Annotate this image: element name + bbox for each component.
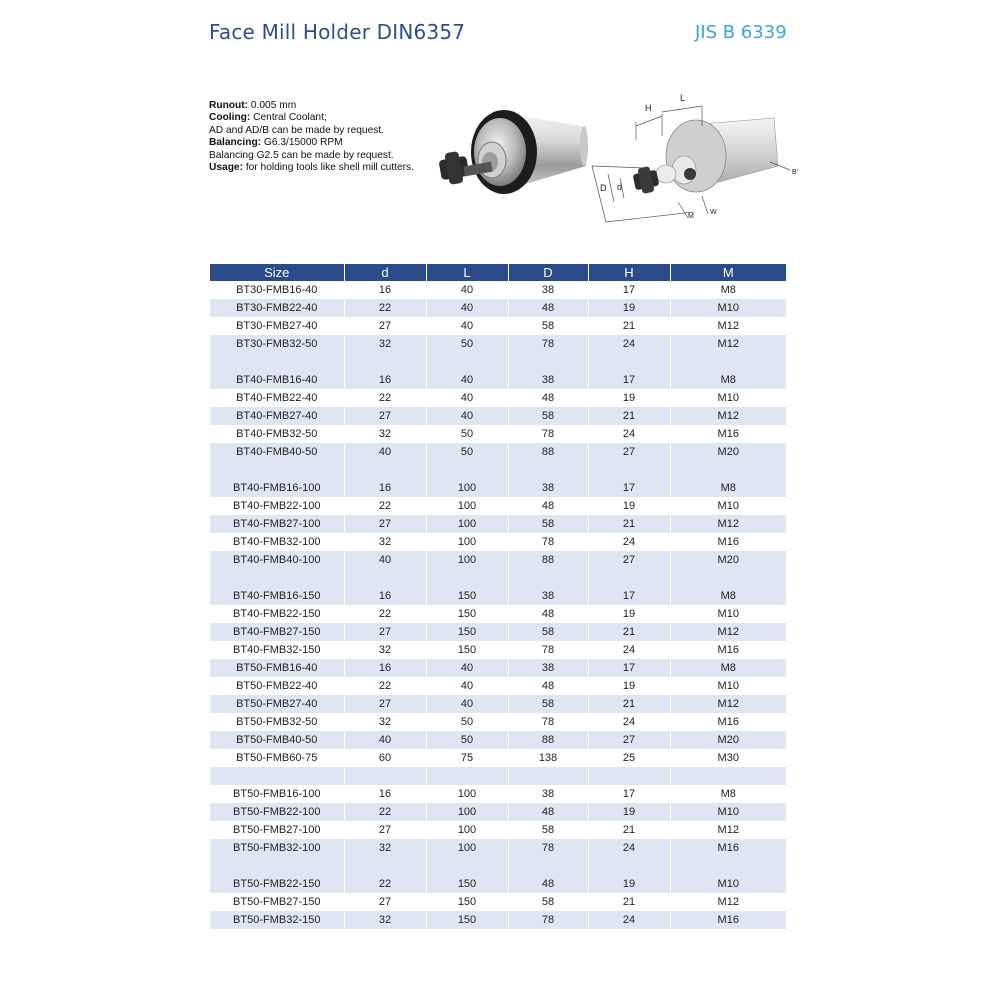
table-cell: 21 xyxy=(588,893,670,911)
table-cell: BT50-FMB27-100 xyxy=(210,821,344,839)
standard-label: JIS B 6339 xyxy=(695,22,787,43)
column-header: L xyxy=(426,264,508,281)
table-cell: 88 xyxy=(508,731,588,749)
table-cell: BT40-FMB27-150 xyxy=(210,623,344,641)
table-cell: 40 xyxy=(426,281,508,299)
table-row xyxy=(210,281,786,299)
table-cell: M30 xyxy=(670,749,786,767)
table-cell: M20 xyxy=(670,551,786,569)
table-cell: M12 xyxy=(670,317,786,335)
table-cell xyxy=(426,767,508,785)
table-cell: 40 xyxy=(344,731,426,749)
table-spacer-row xyxy=(210,353,786,371)
table-cell: 24 xyxy=(588,713,670,731)
table-cell: 27 xyxy=(588,731,670,749)
table-cell: BT50-FMB22-150 xyxy=(210,875,344,893)
table-cell: 50 xyxy=(426,335,508,353)
column-header: Size xyxy=(210,264,344,281)
table-cell: 22 xyxy=(344,389,426,407)
table-cell: BT50-FMB22-100 xyxy=(210,803,344,821)
table-cell: 19 xyxy=(588,875,670,893)
table-cell: M16 xyxy=(670,839,786,857)
table-cell: 24 xyxy=(588,911,670,929)
table-row xyxy=(210,839,786,857)
table-cell: 40 xyxy=(426,407,508,425)
table-cell: 78 xyxy=(508,425,588,443)
table-cell: 27 xyxy=(344,515,426,533)
column-header: d xyxy=(344,264,426,281)
table-cell: 22 xyxy=(344,875,426,893)
table-cell: 48 xyxy=(508,677,588,695)
table-cell: 32 xyxy=(344,335,426,353)
table-cell: 40 xyxy=(344,551,426,569)
table-cell xyxy=(670,353,786,371)
table-cell: 40 xyxy=(426,371,508,389)
table-row xyxy=(210,389,786,407)
table-row xyxy=(210,371,786,389)
table-cell: M16 xyxy=(670,533,786,551)
table-cell: M8 xyxy=(670,281,786,299)
table-cell xyxy=(426,569,508,587)
table-cell: BT40-FMB22-40 xyxy=(210,389,344,407)
table-cell: M12 xyxy=(670,695,786,713)
table-cell: BT30-FMB16-40 xyxy=(210,281,344,299)
table-cell: 138 xyxy=(508,749,588,767)
table-cell: 16 xyxy=(344,281,426,299)
table-row xyxy=(210,803,786,821)
table-cell: 150 xyxy=(426,911,508,929)
table-cell xyxy=(588,353,670,371)
table-row xyxy=(210,497,786,515)
table-cell: BT40-FMB40-50 xyxy=(210,443,344,461)
table-cell: 58 xyxy=(508,821,588,839)
table-cell: 78 xyxy=(508,533,588,551)
table-cell: 21 xyxy=(588,623,670,641)
table-cell: M10 xyxy=(670,803,786,821)
table-cell: M8 xyxy=(670,587,786,605)
table-cell: M10 xyxy=(670,605,786,623)
table-cell: 21 xyxy=(588,515,670,533)
table-cell: BT50-FMB60-75 xyxy=(210,749,344,767)
table-row xyxy=(210,875,786,893)
table-cell: 50 xyxy=(426,731,508,749)
table-cell: 24 xyxy=(588,839,670,857)
dim-label-h: H xyxy=(645,103,652,113)
table-cell: BT40-FMB16-100 xyxy=(210,479,344,497)
table-cell xyxy=(426,461,508,479)
table-cell: 27 xyxy=(344,893,426,911)
table-cell: 100 xyxy=(426,497,508,515)
table-cell: 58 xyxy=(508,407,588,425)
table-cell: 48 xyxy=(508,497,588,515)
table-row xyxy=(210,317,786,335)
table-cell xyxy=(210,857,344,875)
table-cell: 32 xyxy=(344,425,426,443)
table-cell xyxy=(210,569,344,587)
table-cell: 32 xyxy=(344,533,426,551)
table-cell: 17 xyxy=(588,785,670,803)
table-spacer-row xyxy=(210,767,786,785)
spec-notes: Runout: 0.005 mm Cooling: Central Coolant; AD and AD/B can be made by request. Balancing: G6.3/15000 RPM Balancing G2.5 can be made by request. Usage: for holding tools like shell mill cutters. xyxy=(209,100,424,174)
table-cell: M10 xyxy=(670,389,786,407)
table-cell: 88 xyxy=(508,551,588,569)
table-cell: 24 xyxy=(588,425,670,443)
table-cell: BT40-FMB32-50 xyxy=(210,425,344,443)
table-cell: 60 xyxy=(344,749,426,767)
table-cell: 16 xyxy=(344,587,426,605)
table-cell: 27 xyxy=(344,623,426,641)
table-cell: 50 xyxy=(426,713,508,731)
table-cell: M8 xyxy=(670,785,786,803)
table-cell: 100 xyxy=(426,551,508,569)
table-cell xyxy=(210,461,344,479)
table-cell: 100 xyxy=(426,533,508,551)
dim-label-l: L xyxy=(680,93,686,103)
table-cell: BT50-FMB32-50 xyxy=(210,713,344,731)
table-cell: M12 xyxy=(670,515,786,533)
table-row xyxy=(210,551,786,569)
table-cell: BT40-FMB32-100 xyxy=(210,533,344,551)
table-cell: 58 xyxy=(508,695,588,713)
table-cell xyxy=(588,461,670,479)
table-cell: 78 xyxy=(508,911,588,929)
table-cell xyxy=(508,569,588,587)
table-cell: 38 xyxy=(508,659,588,677)
table-row xyxy=(210,659,786,677)
table-cell xyxy=(588,569,670,587)
table-cell: 21 xyxy=(588,317,670,335)
table-cell: 17 xyxy=(588,659,670,677)
table-cell: 24 xyxy=(588,533,670,551)
table-row xyxy=(210,695,786,713)
table-cell: 38 xyxy=(508,479,588,497)
table-cell: 19 xyxy=(588,299,670,317)
table-cell xyxy=(588,767,670,785)
table-cell: M10 xyxy=(670,677,786,695)
table-cell: 27 xyxy=(344,407,426,425)
table-row xyxy=(210,893,786,911)
table-cell: 40 xyxy=(426,677,508,695)
table-row xyxy=(210,713,786,731)
table-cell: BT40-FMB16-150 xyxy=(210,587,344,605)
table-cell: M8 xyxy=(670,371,786,389)
table-row xyxy=(210,515,786,533)
table-cell: 38 xyxy=(508,371,588,389)
table-cell: 40 xyxy=(426,389,508,407)
table-cell: 16 xyxy=(344,479,426,497)
table-cell: 27 xyxy=(588,443,670,461)
table-cell xyxy=(344,569,426,587)
table-cell: 48 xyxy=(508,605,588,623)
table-cell: 48 xyxy=(508,803,588,821)
table-cell: 19 xyxy=(588,497,670,515)
table-cell: 48 xyxy=(508,389,588,407)
table-spacer-row xyxy=(210,461,786,479)
cooling-label: Cooling: xyxy=(209,112,251,124)
table-cell: BT30-FMB27-40 xyxy=(210,317,344,335)
table-row xyxy=(210,749,786,767)
table-cell: 32 xyxy=(344,713,426,731)
table-body xyxy=(210,281,786,929)
table-cell: M8 xyxy=(670,659,786,677)
table-cell: M12 xyxy=(670,893,786,911)
table-header-row xyxy=(210,264,786,281)
table-cell: BT50-FMB32-150 xyxy=(210,911,344,929)
table-cell: 32 xyxy=(344,641,426,659)
runout-value: 0.005 mm xyxy=(248,100,297,111)
table-cell xyxy=(426,857,508,875)
table-row xyxy=(210,641,786,659)
dim-label-m: M xyxy=(688,213,694,220)
table-cell: 150 xyxy=(426,641,508,659)
table-cell: BT40-FMB40-100 xyxy=(210,551,344,569)
table-cell: 78 xyxy=(508,641,588,659)
table-cell xyxy=(344,857,426,875)
table-cell xyxy=(508,353,588,371)
table-row xyxy=(210,407,786,425)
table-cell: M16 xyxy=(670,641,786,659)
table-cell: BT40-FMB22-150 xyxy=(210,605,344,623)
table-cell: 17 xyxy=(588,371,670,389)
table-cell: 150 xyxy=(426,893,508,911)
table-cell: 58 xyxy=(508,623,588,641)
table-row xyxy=(210,623,786,641)
table-cell xyxy=(670,767,786,785)
table-row xyxy=(210,425,786,443)
table-cell xyxy=(588,857,670,875)
table-cell: 27 xyxy=(344,695,426,713)
table-cell: 100 xyxy=(426,821,508,839)
usage-label: Usage: xyxy=(209,162,243,174)
cooling-value: Central Coolant; xyxy=(250,112,327,124)
table-cell: M10 xyxy=(670,299,786,317)
dim-label-b: B' xyxy=(792,169,799,176)
table-cell: 27 xyxy=(344,317,426,335)
table-row xyxy=(210,443,786,461)
dim-label-d-outer: D xyxy=(600,183,607,193)
table-cell: BT50-FMB27-150 xyxy=(210,893,344,911)
column-header: H xyxy=(588,264,670,281)
table-cell: 38 xyxy=(508,587,588,605)
table-cell: 21 xyxy=(588,821,670,839)
table-cell: BT40-FMB22-100 xyxy=(210,497,344,515)
table-cell: 40 xyxy=(426,317,508,335)
table-cell: 100 xyxy=(426,839,508,857)
table-cell: 22 xyxy=(344,605,426,623)
table-spacer-row xyxy=(210,569,786,587)
table-cell: 19 xyxy=(588,677,670,695)
table-cell xyxy=(670,461,786,479)
table-row xyxy=(210,479,786,497)
table-cell: M20 xyxy=(670,443,786,461)
table-cell: M16 xyxy=(670,713,786,731)
table-row xyxy=(210,605,786,623)
table-cell: 19 xyxy=(588,803,670,821)
table-cell: 40 xyxy=(426,659,508,677)
table-cell: BT50-FMB16-100 xyxy=(210,785,344,803)
table-cell: M20 xyxy=(670,731,786,749)
table-cell: 38 xyxy=(508,785,588,803)
table-cell: 32 xyxy=(344,911,426,929)
table-cell: 150 xyxy=(426,875,508,893)
table-cell xyxy=(210,767,344,785)
table-cell: 50 xyxy=(426,425,508,443)
table-cell: 150 xyxy=(426,623,508,641)
table-cell: 40 xyxy=(344,443,426,461)
table-cell: BT50-FMB22-40 xyxy=(210,677,344,695)
table-cell: 100 xyxy=(426,479,508,497)
table-cell: M12 xyxy=(670,335,786,353)
table-spacer-row xyxy=(210,857,786,875)
table-cell xyxy=(344,461,426,479)
table-cell: 22 xyxy=(344,803,426,821)
table-cell: M12 xyxy=(670,407,786,425)
table-cell xyxy=(670,857,786,875)
table-cell: 75 xyxy=(426,749,508,767)
table-cell: 27 xyxy=(588,551,670,569)
table-cell: 150 xyxy=(426,587,508,605)
table-cell: BT30-FMB22-40 xyxy=(210,299,344,317)
table-cell: M8 xyxy=(670,479,786,497)
runout-label: Runout xyxy=(209,100,245,111)
column-header: M xyxy=(670,264,786,281)
table-row xyxy=(210,587,786,605)
table-row xyxy=(210,821,786,839)
usage-value: for holding tools like shell mill cutters. xyxy=(242,162,414,174)
table-cell: 58 xyxy=(508,317,588,335)
table-cell: 78 xyxy=(508,335,588,353)
table-cell: 16 xyxy=(344,785,426,803)
table-cell: M12 xyxy=(670,821,786,839)
balancing-value: G6.3/15000 RPM xyxy=(261,137,343,149)
table-cell: 17 xyxy=(588,281,670,299)
table-cell: 58 xyxy=(508,515,588,533)
table-cell: 50 xyxy=(426,443,508,461)
table-cell: 27 xyxy=(344,821,426,839)
table-cell: 78 xyxy=(508,713,588,731)
table-cell: 19 xyxy=(588,389,670,407)
table-cell: BT50-FMB16-40 xyxy=(210,659,344,677)
table-cell: 24 xyxy=(588,641,670,659)
table-cell: 100 xyxy=(426,785,508,803)
table-row xyxy=(210,677,786,695)
product-photo xyxy=(432,96,592,216)
table-cell: BT40-FMB27-100 xyxy=(210,515,344,533)
table-cell: 100 xyxy=(426,515,508,533)
table-cell xyxy=(426,353,508,371)
table-cell: BT50-FMB32-100 xyxy=(210,839,344,857)
dim-label-d-inner: d xyxy=(617,182,623,192)
dim-label-w: W xyxy=(710,209,717,216)
table-cell: M10 xyxy=(670,875,786,893)
table-cell: M12 xyxy=(670,623,786,641)
table-cell: 32 xyxy=(344,839,426,857)
table-cell: 21 xyxy=(588,695,670,713)
table-cell: BT50-FMB40-50 xyxy=(210,731,344,749)
table-cell xyxy=(210,353,344,371)
table-cell: 17 xyxy=(588,479,670,497)
table-cell: 40 xyxy=(426,695,508,713)
cooling-note: AD and AD/B can be made by request. xyxy=(209,124,384,136)
table-cell: 16 xyxy=(344,371,426,389)
column-header: D xyxy=(508,264,588,281)
table-cell xyxy=(670,569,786,587)
balancing-note: Balancing G2.5 can be made by request. xyxy=(209,149,394,161)
table-cell: 40 xyxy=(426,299,508,317)
technical-drawing xyxy=(584,84,804,234)
table-cell: M16 xyxy=(670,911,786,929)
table-cell xyxy=(508,857,588,875)
table-row xyxy=(210,299,786,317)
table-cell: 19 xyxy=(588,605,670,623)
table-cell: BT30-FMB32-50 xyxy=(210,335,344,353)
table-cell xyxy=(344,353,426,371)
balancing-label: Balancing: xyxy=(209,137,262,149)
table-cell: 88 xyxy=(508,443,588,461)
table-cell xyxy=(508,461,588,479)
table-cell: 22 xyxy=(344,497,426,515)
table-cell: BT50-FMB27-40 xyxy=(210,695,344,713)
table-row xyxy=(210,731,786,749)
size-table xyxy=(210,264,786,929)
table-cell: 48 xyxy=(508,299,588,317)
table-cell: 78 xyxy=(508,839,588,857)
table-cell xyxy=(344,767,426,785)
table-cell: BT40-FMB32-150 xyxy=(210,641,344,659)
table-cell: 38 xyxy=(508,281,588,299)
page-title: Face Mill Holder DIN6357 xyxy=(209,20,466,44)
table-cell xyxy=(508,767,588,785)
table-row xyxy=(210,533,786,551)
table-cell: 22 xyxy=(344,299,426,317)
table-cell: 150 xyxy=(426,605,508,623)
table-cell: 21 xyxy=(588,407,670,425)
table-cell: 25 xyxy=(588,749,670,767)
table-cell: 17 xyxy=(588,587,670,605)
table-cell: BT40-FMB16-40 xyxy=(210,371,344,389)
table-cell: M10 xyxy=(670,497,786,515)
table-cell: 58 xyxy=(508,893,588,911)
table-cell: 48 xyxy=(508,875,588,893)
table-cell: 24 xyxy=(588,335,670,353)
table-cell: M16 xyxy=(670,425,786,443)
table-row xyxy=(210,911,786,929)
table-row xyxy=(210,785,786,803)
table-cell: 100 xyxy=(426,803,508,821)
table-cell: 16 xyxy=(344,659,426,677)
table-cell: BT40-FMB27-40 xyxy=(210,407,344,425)
table-cell: 22 xyxy=(344,677,426,695)
table-row xyxy=(210,335,786,353)
